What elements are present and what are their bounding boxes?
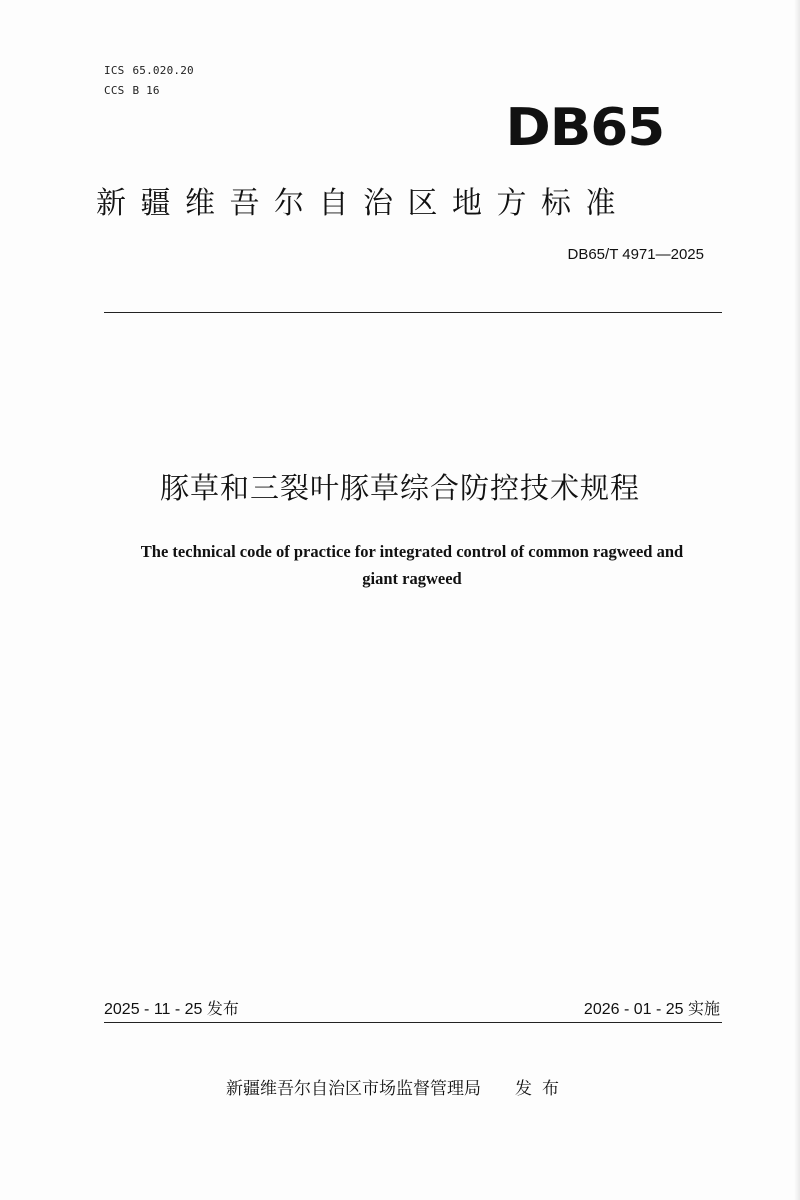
ics-classification — [104, 64, 194, 77]
issue-date: 2025 - 11 - 25 发布 — [104, 1001, 239, 1018]
issuing-authority — [226, 1074, 569, 1099]
ccs-code: B 16 — [132, 84, 160, 97]
document-title-cn: 豚草和三裂叶豚草综合防控技术规程 — [159, 471, 640, 505]
title-en-line2: giant ragweed — [362, 569, 462, 588]
document-title-en — [100, 538, 724, 592]
footer-divider — [104, 1022, 722, 1023]
ccs-classification — [104, 84, 160, 97]
ics-label: ICS — [104, 64, 125, 77]
header-divider — [104, 312, 722, 313]
effective-date: 2026 - 01 - 25 实施 — [583, 1001, 720, 1018]
standard-organization: 新疆维吾尔自治区地方标准 — [96, 186, 630, 221]
ics-code: 65.020.20 — [132, 64, 194, 77]
ccs-label: CCS — [104, 84, 125, 97]
issuer-name: 新疆维吾尔自治区市场监督管理局 — [226, 1079, 481, 1099]
page-edge-shadow — [794, 0, 800, 1200]
title-en-line1: The technical code of practice for integrated control of common ragweed and — [140, 542, 684, 561]
standard-logo: DB65 — [505, 98, 664, 158]
issuer-action: 发布 — [515, 1079, 569, 1099]
standard-number: DB65/T 4971—2025 — [567, 246, 704, 263]
